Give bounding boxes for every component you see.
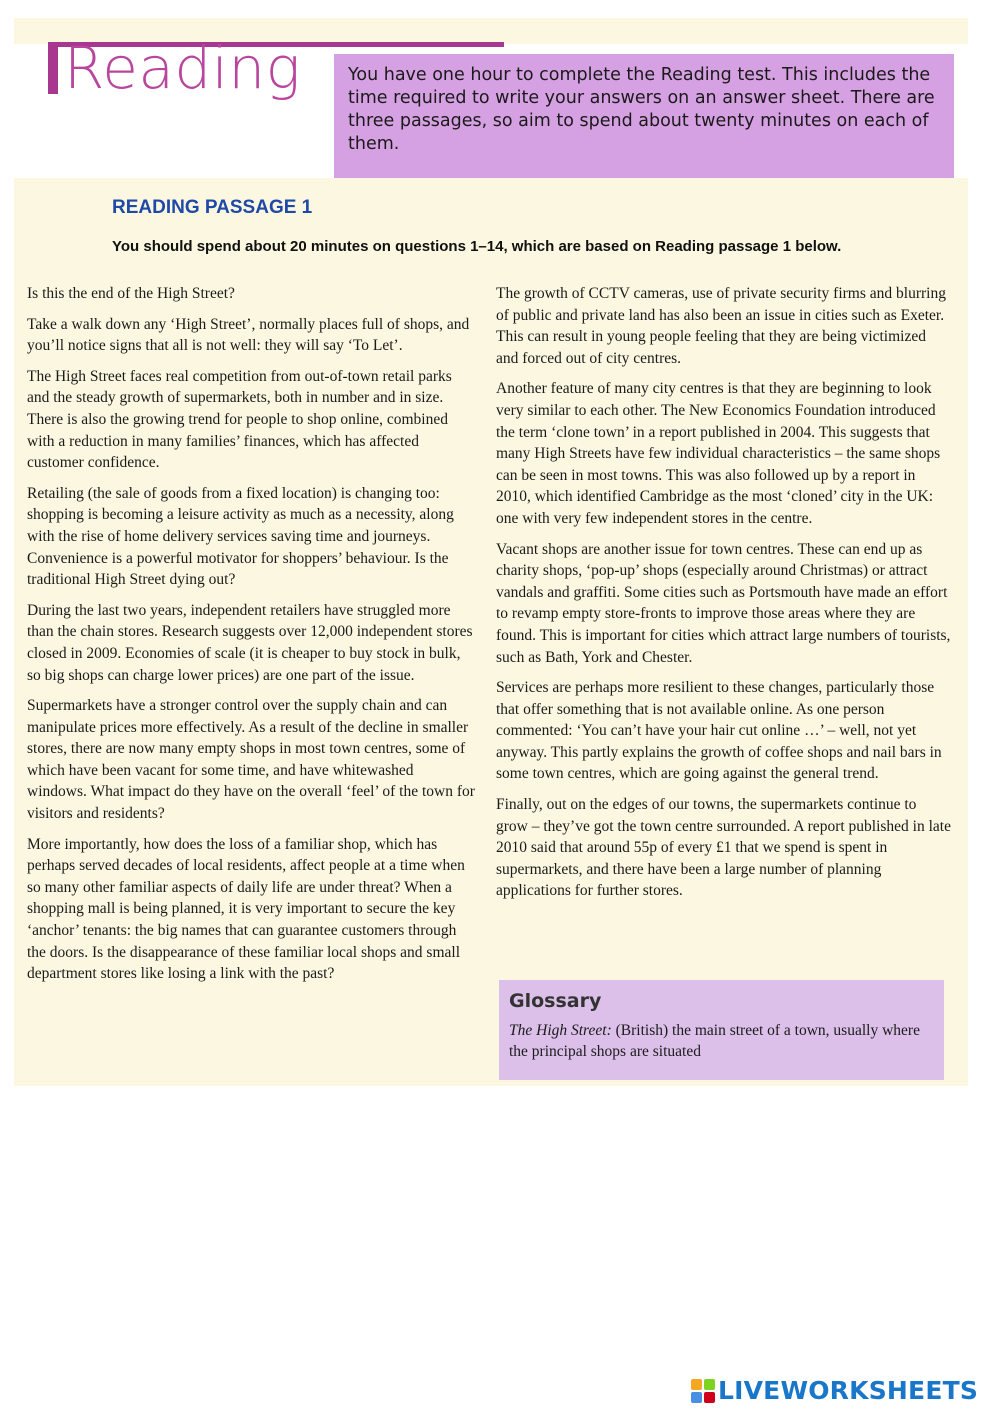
glossary-term: The High Street: (509, 1022, 612, 1039)
title-accent-bar (48, 42, 58, 94)
glossary-title: Glossary (509, 990, 602, 1012)
passage-heading: READING PASSAGE 1 (112, 197, 313, 218)
liveworksheets-logo[interactable] (691, 1376, 978, 1405)
paragraph: Services are perhaps more resilient to these changes, particularly those that offer something that is not available online. As one person commented: ‘You can’t have your hair cut online …’ – well, not yet anyway. This partly explains the growth of coffee shops and nail bars in some town centres, which are going against the general trend. (496, 679, 942, 783)
left-column (27, 283, 477, 994)
glossary-box (499, 980, 944, 1080)
paragraph: Vacant shops are another issue for town centres. These can end up as charity shops, ‘pop-up’ shops (especially around Christmas) or attract vandals and graffiti. Some cities such as Portsmouth have made an effort to revamp empty store-fronts to improve those areas where they are found. This is important for cities which attract large numbers of tourists, such as Bath, York and Chester. (496, 540, 951, 666)
paragraph: Take a walk down any ‘High Street’, normally places full of shops, and you’ll notice signs that all is not well: they will say ‘To Let’. (27, 315, 470, 355)
paragraph: Finally, out on the edges of our towns, the supermarkets continue to grow – they’ve got the town centre surrounded. A report published in late 2010 said that around 55p of every £1 that we spend is spent in supermarkets, and there have been a large number of planning applications for further stores. (496, 796, 951, 900)
page-title: Reading (64, 34, 301, 102)
glossary-definition: (British) the main street of a town, usually where the principal shops are situated (509, 1022, 920, 1060)
paragraph: Another feature of many city centres is that they are beginning to look very similar to each other. The New Economics Foundation introduced the term ‘clone town’ in a report published in 2004. This suggests that many High Streets have few individual characteristics – the same shops can be seen in most towns. This was also followed up by a report in 2010, which identified Cambridge as the most ‘cloned’ city in the UK: one with very few independent stores in the centre. (496, 380, 941, 527)
paragraph: The High Street faces real competition from out-of-town retail parks and the steady growth of supermarkets, both in number and in size. There is also the growing trend for people to shop online, combined with a reduction in many families’ finances, which has affected customer confidence. (27, 367, 452, 472)
logo-grid-icon (691, 1379, 715, 1403)
intro-box (334, 54, 954, 178)
paragraph: Supermarkets have a stronger control over the supply chain and can manipulate prices more effectively. As a result of the decline in smaller stores, there are now many empty shops in most town centres, some of which have been vacant for some time, and have whitewashed windows. What impact do they have on the overall ‘feel’ of the town for visitors and residents? (27, 697, 475, 823)
paragraph: Retailing (the sale of goods from a fixed location) is changing too: shopping is becoming a leisure activity as much as a necessity, along with the rise of home delivery services saving time and journeys. Convenience is a powerful motivator for shoppers’ behaviour. Is the traditional High Street dying out? (27, 484, 454, 589)
paragraph: Is this the end of the High Street? (27, 285, 235, 302)
right-column (496, 283, 951, 911)
glossary-entry (509, 1020, 934, 1062)
paragraph: During the last two years, independent retailers have struggled more than the chain stores. Research suggests over 12,000 independent stores closed in 2009. Economies of scale (it is cheaper to buy stock in bulk, so big shops can charge lower prices) are one part of the issue. (27, 601, 473, 684)
brand-name: LIVEWORKSHEETS (718, 1376, 979, 1405)
passage-instruction: You should spend about 20 minutes on questions 1–14, which are based on Reading passage 1 below. (112, 238, 842, 255)
paragraph: More importantly, how does the loss of a familiar shop, which has perhaps served decades of local residents, affect people at a time when so many other familiar aspects of daily life are under threat? When a shopping mall is being planned, it is very important to secure the key ‘anchor’ tenants: the big names that can guarantee customers through the doors. Is the disappearance of these familiar local shops and small department stores like losing a link with the past? (27, 835, 465, 983)
intro-text: You have one hour to complete the Reading test. This includes the time required to write your answers on an answer sheet. There are three passages, so aim to spend about twenty minutes on each of them. (348, 65, 935, 154)
paragraph: The growth of CCTV cameras, use of private security firms and blurring of public and private land has also been an issue in cities such as Exeter. This can result in young people feeling that they are being victimized and forced out of city centres. (496, 285, 946, 367)
